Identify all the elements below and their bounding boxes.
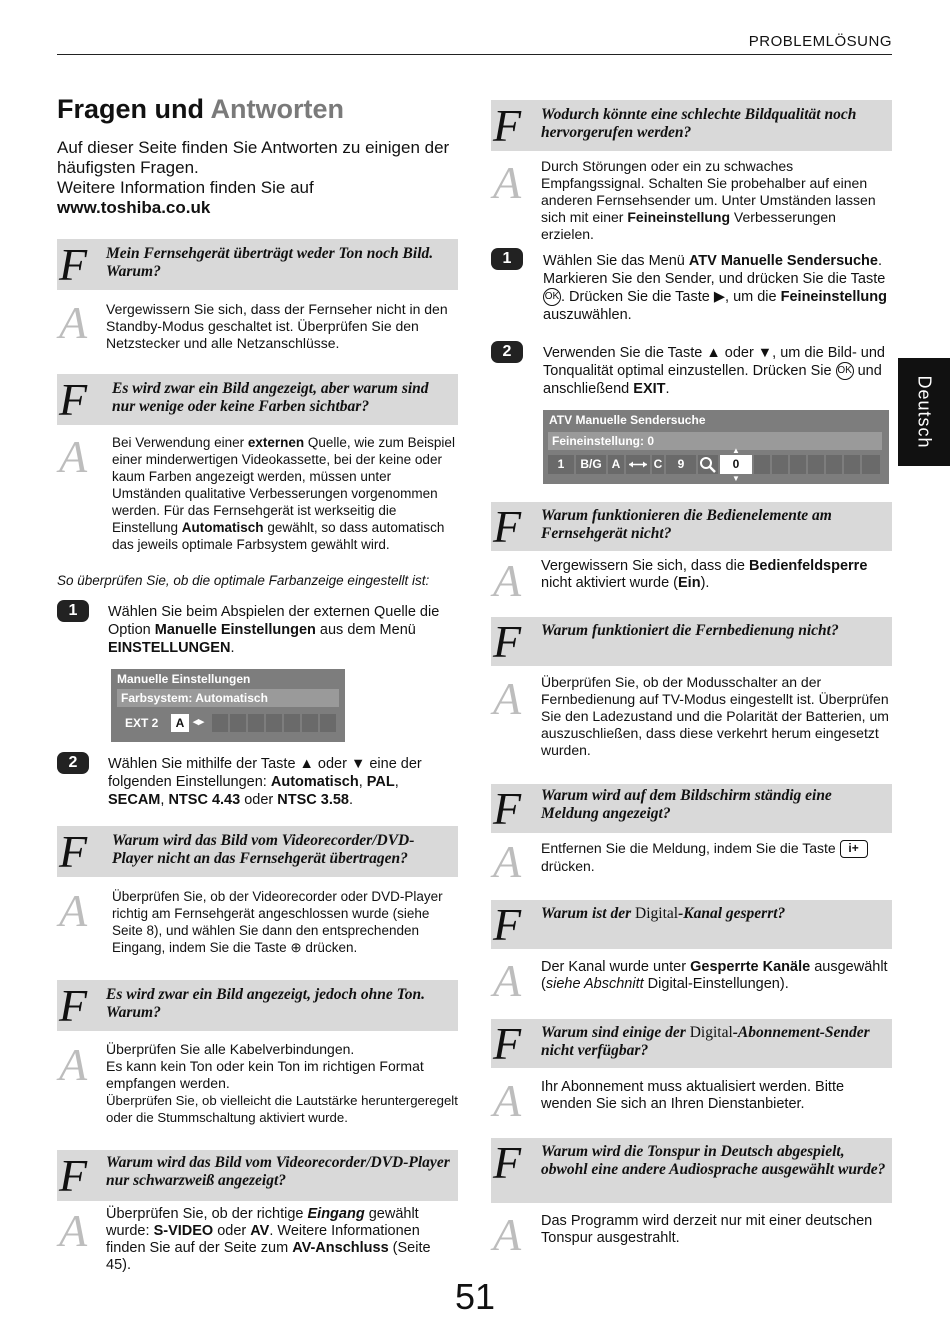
osd-arrows: ◂▸ — [193, 716, 205, 728]
answer-letter: A — [493, 955, 522, 1006]
question-text: Wodurch könnte eine schlechte Bildqualität noch hervorgerufen werden? — [541, 106, 857, 141]
question-box — [491, 1019, 892, 1068]
question-box — [491, 502, 892, 551]
question-text: Warum wird auf dem Bildschirm ständig eine Meldung angezeigt? — [541, 787, 832, 822]
question-box — [57, 980, 458, 1031]
osd-cell — [826, 455, 842, 474]
question-box — [491, 617, 892, 666]
intro-line1: Auf dieser Seite finden Sie Antworten zu einigen der häufigsten Fragen. — [57, 138, 450, 177]
osd-value: 0 — [720, 455, 752, 474]
intro-url: www.toshiba.co.uk — [57, 198, 211, 217]
answer-letter: A — [59, 1205, 88, 1256]
osd-manual-settings — [111, 669, 345, 742]
question-text: Es wird zwar ein Bild angezeigt, jedoch ohne Ton. Warum? — [106, 986, 425, 1021]
answer-text: Ihr Abonnement muss aktualisiert werden. Bitte wenden Sie sich an Ihren Dienstanbieter. — [541, 1079, 845, 1112]
step-text: Wählen Sie das Menü ATV Manuelle Sendersuche. Markieren Sie den Sender, und drücken Sie die Taste OK . Drücken Sie die Taste ▶, um die Feineinstellung auszuwählen. — [543, 253, 887, 324]
question-box — [491, 784, 892, 833]
answer-line: Überprüfen Sie, ob vielleicht die Lautstärke heruntergeregelt oder die Stummschaltung aktiviert wurde. — [106, 1093, 458, 1125]
answer-letter: A — [493, 1075, 522, 1126]
osd-selected-row: Farbsystem: Automatisch — [117, 689, 339, 707]
question-letter: F — [59, 1150, 88, 1201]
question-letter: F — [59, 980, 88, 1031]
arrow-left-right-icon — [626, 455, 650, 474]
answer-letter: A — [493, 1209, 522, 1260]
answer-text: Durch Störungen oder ein zu schwaches Empfangssignal. Schalten Sie probehalber auf einen anderen Fernsehsender um. Unter Umständen lassen sich mit einer Feineinstellung Verbesserungen erzielen. — [541, 158, 876, 242]
answer-letter: A — [493, 836, 522, 887]
question-box — [491, 900, 892, 949]
answer-line: Es kann kein Ton oder kein Ton im richtigen Format empfangen werden. — [106, 1058, 424, 1091]
osd-value: A — [171, 714, 189, 732]
header-rule — [57, 54, 892, 55]
osd-cell — [862, 455, 880, 474]
answer-text: Entfernen Sie die Meldung, indem Sie die Taste i+ drücken. — [541, 840, 892, 875]
question-text: Mein Fernsehgerät überträgt weder Ton noch Bild. Warum? — [106, 245, 434, 280]
osd-cell: C — [652, 455, 664, 474]
ok-button-icon: OK — [543, 288, 561, 306]
question-letter: F — [493, 501, 522, 552]
page-title — [57, 94, 344, 125]
step-text: Verwenden Sie die Taste ▲ oder ▼, um die Bild- und Tonqualität optimal einzustellen. Drücken Sie OK und anschließend EXIT. — [543, 345, 885, 398]
osd-cell — [212, 714, 228, 732]
ok-button-icon: OK — [836, 362, 854, 380]
step-text: Wählen Sie mithilfe der Taste ▲ oder ▼ eine der folgenden Einstellungen: Automatisch, PAL, SECAM, NTSC 4.43 oder NTSC 3.58. — [108, 756, 422, 808]
osd-cell — [808, 455, 824, 474]
answer-text — [106, 1041, 458, 1126]
question-text: Warum sind einige der Digital-Abonnement-Sender nicht verfügbar? — [541, 1024, 870, 1059]
osd-title: ATV Manuelle Sendersuche — [549, 413, 706, 427]
question-text: Warum wird das Bild vom Videorecorder/DVD-Player nur schwarzweiß angezeigt? — [106, 1154, 450, 1189]
question-box — [57, 239, 458, 290]
info-button-icon: i+ — [840, 840, 868, 858]
osd-selected-row: Feineinstellung: 0 — [548, 432, 882, 450]
osd-title: Manuelle Einstellungen — [117, 672, 251, 686]
osd-atv-manual-tuning — [543, 410, 889, 484]
question-box — [491, 100, 892, 151]
question-letter: F — [493, 899, 522, 950]
page-number: 51 — [454, 1276, 496, 1317]
answer-text: Überprüfen Sie, ob der Videorecorder oder DVD-Player richtig am Fernsehgerät angeschlossen wurde (siehe Seite 8), und wählen Sie dann den entsprechenden Eingang, indem Sie die Taste ⊕ drücken. — [112, 889, 443, 955]
answer-text: Vergewissern Sie sich, dass der Fernseher nicht in den Standby-Modus geschaltet ist. Überprüfen Sie den Netzstecker und alle Netzanschlüsse. — [106, 301, 448, 351]
answer-text: Überprüfen Sie, ob der Modusschalter an der Fernbedienung auf TV-Modus eingestellt ist. Überprüfen Sie den Ladezustand und die Polarität der Batterien, um auszuschließen, dass diese verkehrt herum eingesetzt wurden. — [541, 674, 889, 758]
title-part2: Antworten — [210, 94, 344, 124]
question-letter: F — [493, 1018, 522, 1069]
note-text: So überprüfen Sie, ob die optimale Farbanzeige eingestellt ist: — [57, 573, 430, 588]
osd-cell — [230, 714, 246, 732]
question-letter: F — [493, 1137, 522, 1188]
osd-cell — [844, 455, 860, 474]
question-box — [491, 1138, 892, 1203]
answer-letter: A — [59, 1039, 88, 1090]
section-header: PROBLEMLÖSUNG — [748, 33, 892, 50]
osd-search-cell — [698, 455, 718, 474]
question-text: Warum wird das Bild vom Videorecorder/DVD-Player nicht an das Fernsehgerät übertragen? — [112, 832, 415, 867]
question-box — [57, 1150, 458, 1201]
osd-cell — [284, 714, 300, 732]
question-letter: F — [59, 239, 88, 290]
question-letter: F — [493, 783, 522, 834]
step-badge: 1 — [491, 248, 523, 270]
answer-line: Überprüfen Sie alle Kabelverbindungen. — [106, 1041, 355, 1057]
title-part1: Fragen und — [57, 94, 204, 124]
question-letter: F — [493, 616, 522, 667]
step-badge: 2 — [491, 341, 523, 363]
answer-letter: A — [59, 885, 88, 936]
question-box — [57, 826, 458, 877]
question-text: Warum funktioniert die Fernbedienung nicht? — [541, 622, 839, 639]
question-letter: F — [59, 826, 88, 877]
osd-cell — [320, 714, 336, 732]
question-letter: F — [59, 374, 88, 425]
osd-row-label: EXT 2 — [125, 716, 159, 730]
osd-cell — [266, 714, 282, 732]
osd-cell — [754, 455, 770, 474]
question-text: Warum wird die Tonspur in Deutsch abgespielt, obwohl eine andere Audiosprache ausgewählt wurde? — [541, 1143, 886, 1178]
answer-text: Das Programm wird derzeit nur mit einer deutschen Tonspur ausgestrahlt. — [541, 1213, 873, 1246]
answer-text: Überprüfen Sie, ob der richtige Eingang gewählt wurde: S-VIDEO oder AV. Weitere Informationen finden Sie auf der Seite zum AV-Anschluss (Seite 45). — [106, 1206, 431, 1273]
osd-cell — [772, 455, 788, 474]
answer-letter: A — [59, 297, 88, 348]
osd-up-arrow: ▲ — [732, 446, 740, 455]
answer-letter: A — [493, 555, 522, 606]
answer-text: Bei Verwendung einer externen Quelle, wie zum Beispiel einer minderwertigen Videokassette, bei der keine oder kaum Farben angezeigt werden, müssen unter Umständen qualitative Verbesserungen vorgenommen werden. Für das Fernsehgerät ist werkseitig die Einstellung Automatisch gewählt, so dass automatisch das jeweils optimale Farbsystem gewählt wird. — [112, 435, 455, 552]
question-box — [57, 374, 458, 425]
language-tab-label: Deutsch — [914, 375, 935, 449]
magnifier-icon — [698, 455, 718, 474]
question-letter: F — [493, 100, 522, 151]
intro-line2: Weitere Information finden Sie auf — [57, 178, 314, 197]
question-text: Warum funktionieren die Bedienelemente am Fernsehgerät nicht? — [541, 507, 832, 542]
answer-letter: A — [493, 673, 522, 724]
osd-down-arrow: ▼ — [732, 474, 740, 483]
question-text: Es wird zwar ein Bild angezeigt, aber warum sind nur wenige oder keine Farben sichtbar? — [112, 380, 429, 415]
osd-cell: 9 — [666, 455, 696, 474]
osd-cell — [248, 714, 264, 732]
answer-letter: A — [493, 157, 522, 208]
question-text: Warum ist der Digital-Kanal gesperrt? — [541, 905, 786, 922]
step-badge: 2 — [57, 752, 89, 774]
step-text: Wählen Sie beim Abspielen der externen Quelle die Option Manuelle Einstellungen aus dem Menü EINSTELLUNGEN. — [108, 604, 440, 656]
osd-cell: 1 — [548, 455, 574, 474]
osd-arrow-cell — [626, 455, 650, 474]
answer-letter: A — [59, 431, 88, 482]
osd-cell: B/G — [576, 455, 606, 474]
step-badge: 1 — [57, 600, 89, 622]
answer-text: Vergewissern Sie sich, dass die Bedienfeldsperre nicht aktiviert wurde (Ein). — [541, 558, 868, 591]
osd-cell — [790, 455, 806, 474]
language-tab — [898, 358, 950, 466]
osd-cell — [302, 714, 318, 732]
osd-cell: A — [608, 455, 624, 474]
answer-text: Der Kanal wurde unter Gesperrte Kanäle ausgewählt (siehe Abschnitt Digital-Einstellungen). — [541, 959, 888, 992]
intro-text — [57, 138, 457, 218]
